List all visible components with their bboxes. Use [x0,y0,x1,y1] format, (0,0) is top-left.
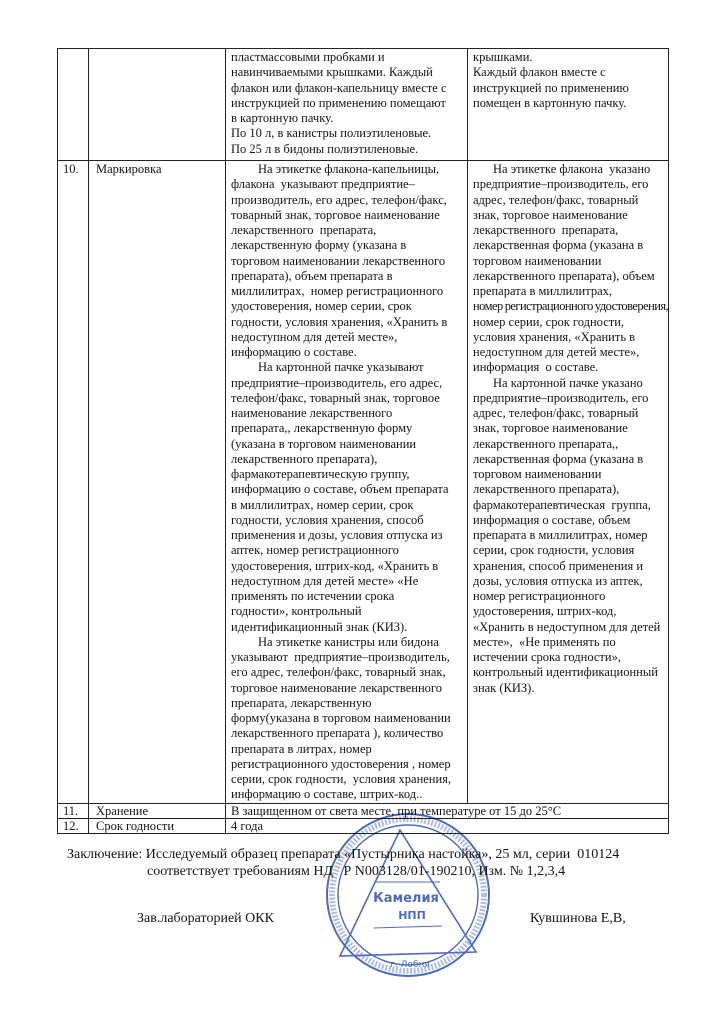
text-line: инструкцией по применению [473,80,629,95]
text-line: предприятие–производитель, его [473,390,649,405]
text-line: хранения, способ применения и [473,558,644,573]
text-line: торговом наименовании [473,467,602,481]
parameter-name-cell [89,818,226,833]
text-line: аптек, номер регистрационного [231,543,399,558]
text-line: Каждый флакон вместе с [473,65,606,80]
text-line: годности», контрольный [231,604,362,619]
text-line: информацию о составе, штрих-код.. [231,787,423,802]
stamp-text: НПП [398,909,426,922]
parameter-name-cell [89,803,226,818]
text-line: знак, торговое наименование [473,207,628,222]
text-line: инструкцией по применению помещают [231,95,446,110]
text-line: препарата в литрах, номер [231,741,372,756]
text-line: адрес, телефон/факс, товарный [473,192,639,207]
text-line: На этикетке флакона-капельницы, [258,162,440,176]
text-line: годности, условия хранения, способ [231,512,424,527]
text-line: информация о составе, объем [473,512,631,527]
text-line: лекарственного препарата,, [473,436,619,451]
text-line: наименование лекарственного [231,406,393,420]
text-line: «Хранить в недоступном для детей [473,619,661,634]
row-number-cell [58,803,89,818]
text-line: лекарственная форма (указана в [473,451,644,466]
stamp-text: Камелия [373,891,439,906]
row-number-cell [58,49,89,161]
text-line: лекарственного препарата), объем [473,268,655,283]
text-line: дозы, условия отпуска из аптек, [473,573,643,588]
text-line: флакона указывают предприятие– [231,177,415,192]
text-line: применения и дозы, условия отпуска из [231,528,443,542]
text-line: форму(указана в торговом наименовании [231,711,451,725]
text-line: лекарственного препарата), [231,451,378,466]
row-number: 10. [63,162,79,176]
text-line: номер регистрационного [473,589,606,603]
text-line: недоступном для детей месте» «Не [231,573,419,588]
text-line: серии, срок годности, условия [473,543,635,558]
text-line: его адрес, телефон/факс, товарный знак, [231,665,446,680]
paragraph [473,50,666,65]
text-line: контрольный идентификационный [473,665,658,680]
text-line: торговое наименование лекарственного [231,680,442,695]
text-line: На этикетке канистры или бидона [258,634,439,649]
results-table [57,48,669,834]
signatory-position: Зав.лабораторией ОКК [137,911,274,926]
text-line: информацию о составе, объем препарата [231,482,449,497]
text-line: (указана в торговом наименовании [231,436,417,451]
text-line: лекарственного препарата, [231,223,377,237]
text-line: истечении срока годности», [473,650,621,664]
paragraph [231,126,465,141]
result-cell [468,161,669,804]
text-line: лекарственная форма (указана в [473,238,644,253]
conclusion-line: Заключение: Исследуемый образец препарата «Пустырника настойка», 25 мл, серии 010124 [67,847,620,862]
text-line: миллилитрах, номер регистрационного [231,284,444,298]
text-line: препарата), объем препарата в [231,268,393,283]
parameter-name: Хранение [96,803,148,818]
text-line: адрес, телефон/факс, товарный [473,406,639,420]
stamp-text: г. Лобня [390,960,430,970]
text-line: в миллилитрах, номер серии, срок [231,497,414,512]
parameter-name: Маркировка [96,162,162,176]
text-line: крышками. [473,50,533,64]
official-stamp [318,806,500,984]
text-line: условия хранения, «Хранить в [473,329,636,344]
text-line: препарата в миллилитрах, [473,284,612,298]
text-line: информация о составе. [473,360,599,375]
text-line: лекарственную форму (указана в [231,238,407,253]
requirement-cell [226,49,468,161]
text-line: лекарственного препарата, [473,223,619,237]
text-line: идентификационный знак (КИЗ). [231,619,408,634]
text-line: препарата в миллилитрах, номер [473,528,648,542]
text-line: предприятие–производитель, его адрес, [231,375,443,390]
text-line: фармакотерапевтическую группу, [231,467,410,481]
text-line: На этикетке флакона указано [493,162,651,176]
text-line: применять по истечении срока [231,589,395,603]
text-line: фармакотерапевтическая группа, [473,497,651,512]
text-line: телефон/факс, товарный знак, торговое [231,390,440,405]
text-line: знак (КИЗ). [473,680,535,695]
text-line: предприятие–производитель, его [473,177,649,192]
paragraph [231,635,465,803]
text-line: На картонной пачке указано [493,375,643,390]
row-number: 12. [63,818,79,833]
text-line: номер регистрационного удостоверения, [473,299,669,314]
paragraph [473,65,666,111]
parameter-name-cell [89,49,226,161]
table-row [58,161,669,804]
paragraph [473,162,669,376]
text-line: удостоверения, номер серии, срок [231,299,412,314]
text-line: лекарственного препарата), [473,482,620,497]
text-line: месте», «Не применять по [473,634,616,649]
text-line: По 25 л в бидоны полиэтиленовые. [231,141,419,156]
paragraph [473,376,666,696]
paragraph [231,360,465,635]
text-line: препарата,, лекарственную форму [231,421,413,436]
row-number-cell [58,161,89,804]
text-line: лекарственного препарата ), количество [231,726,444,741]
text-line: производитель, его адрес, телефон/факс, [231,192,447,207]
text-line: препарата, лекарственную [231,695,372,710]
text-line: помещен в картонную пачку. [473,95,627,110]
parameter-value: 4 года [231,818,263,833]
paragraph [231,162,465,360]
result-cell [468,49,669,161]
text-line: торговом наименовании лекарственного [231,253,446,268]
text-line: навинчиваемыми крышками. Каждый [231,65,433,80]
parameter-name: Срок годности [96,818,175,833]
row-number: 11. [63,803,79,818]
text-line: недоступном для детей месте», [473,345,640,359]
conclusion-line: соответствует требованиям НД Р N003128/01-190210, Изм. № 1,2,3,4 [147,864,566,879]
text-line: недоступном для детей месте», [231,329,398,344]
text-line: товарный знак, торговое наименование [231,207,440,222]
parameter-name-cell [89,161,226,804]
text-line: удостоверения, штрих-код, [473,604,617,619]
text-line: в картонную пачку. [231,111,334,125]
text-line: По 10 л, в канистры полиэтиленовые. [231,126,432,141]
text-line: годности, условия хранения, «Хранить в [231,314,448,329]
text-line: указывают предприятие–производитель, [231,650,450,664]
paragraph [231,142,465,157]
text-line: регистрационного удостоверения , номер [231,756,451,771]
text-line: знак, торговое наименование [473,421,628,436]
signatory-name: Кувшинова Е,В, [530,911,626,926]
row-number-cell [58,818,89,833]
paragraph [231,50,465,126]
text-line: торговом наименовании [473,253,602,268]
text-line: пластмассовыми пробками и [231,50,385,64]
parameter-value: В защищенном от света месте, при температуре от 15 до 25°С [231,803,562,818]
text-line: удостоверения, штрих-код, «Хранить в [231,558,439,573]
requirement-cell [226,161,468,804]
text-line: флакон или флакон-капельницу вместе с [231,80,447,95]
text-line: информацию о составе. [231,345,357,359]
table-row [58,49,669,161]
text-line: номер серии, срок годности, [473,314,625,329]
text-line: серии, срок годности, условия хранения, [231,772,452,786]
text-line: На картонной пачке указывают [258,360,424,375]
